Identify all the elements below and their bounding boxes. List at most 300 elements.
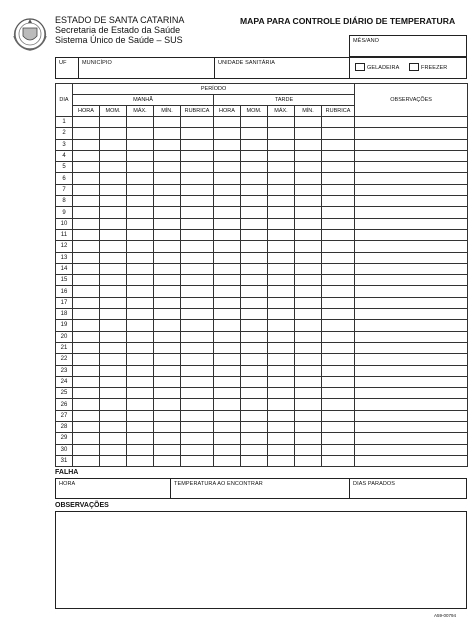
observation-cell[interactable] bbox=[355, 128, 468, 139]
entry-cell[interactable] bbox=[295, 376, 322, 387]
entry-cell[interactable] bbox=[100, 128, 127, 139]
entry-cell[interactable] bbox=[100, 422, 127, 433]
entry-cell[interactable] bbox=[322, 388, 355, 399]
entry-cell[interactable] bbox=[214, 433, 241, 444]
entry-cell[interactable] bbox=[268, 241, 295, 252]
entry-cell[interactable] bbox=[214, 365, 241, 376]
entry-cell[interactable] bbox=[268, 388, 295, 399]
entry-cell[interactable] bbox=[322, 309, 355, 320]
entry-cell[interactable] bbox=[181, 173, 214, 184]
entry-cell[interactable] bbox=[241, 399, 268, 410]
entry-cell[interactable] bbox=[214, 388, 241, 399]
entry-cell[interactable] bbox=[154, 128, 181, 139]
entry-cell[interactable] bbox=[295, 309, 322, 320]
observation-cell[interactable] bbox=[355, 252, 468, 263]
observation-cell[interactable] bbox=[355, 286, 468, 297]
entry-cell[interactable] bbox=[241, 139, 268, 150]
entry-cell[interactable] bbox=[127, 388, 154, 399]
entry-cell[interactable] bbox=[127, 444, 154, 455]
entry-cell[interactable] bbox=[295, 422, 322, 433]
entry-cell[interactable] bbox=[268, 229, 295, 240]
entry-cell[interactable] bbox=[73, 286, 100, 297]
entry-cell[interactable] bbox=[241, 184, 268, 195]
entry-cell[interactable] bbox=[214, 150, 241, 161]
entry-cell[interactable] bbox=[100, 342, 127, 353]
entry-cell[interactable] bbox=[241, 275, 268, 286]
entry-cell[interactable] bbox=[241, 331, 268, 342]
entry-cell[interactable] bbox=[322, 184, 355, 195]
entry-cell[interactable] bbox=[241, 422, 268, 433]
entry-cell[interactable] bbox=[127, 410, 154, 421]
entry-cell[interactable] bbox=[154, 410, 181, 421]
entry-cell[interactable] bbox=[181, 263, 214, 274]
entry-cell[interactable] bbox=[268, 320, 295, 331]
entry-cell[interactable] bbox=[322, 455, 355, 466]
entry-cell[interactable] bbox=[322, 263, 355, 274]
entry-cell[interactable] bbox=[214, 297, 241, 308]
entry-cell[interactable] bbox=[268, 173, 295, 184]
entry-cell[interactable] bbox=[127, 376, 154, 387]
entry-cell[interactable] bbox=[73, 365, 100, 376]
entry-cell[interactable] bbox=[268, 139, 295, 150]
entry-cell[interactable] bbox=[181, 150, 214, 161]
entry-cell[interactable] bbox=[268, 376, 295, 387]
entry-cell[interactable] bbox=[322, 128, 355, 139]
entry-cell[interactable] bbox=[295, 388, 322, 399]
entry-cell[interactable] bbox=[181, 331, 214, 342]
entry-cell[interactable] bbox=[73, 173, 100, 184]
entry-cell[interactable] bbox=[73, 128, 100, 139]
freezer-checkbox[interactable] bbox=[409, 63, 419, 71]
entry-cell[interactable] bbox=[127, 320, 154, 331]
entry-cell[interactable] bbox=[181, 162, 214, 173]
entry-cell[interactable] bbox=[100, 196, 127, 207]
entry-cell[interactable] bbox=[241, 196, 268, 207]
entry-cell[interactable] bbox=[322, 297, 355, 308]
entry-cell[interactable] bbox=[181, 354, 214, 365]
observation-cell[interactable] bbox=[355, 117, 468, 128]
entry-cell[interactable] bbox=[295, 117, 322, 128]
entry-cell[interactable] bbox=[154, 399, 181, 410]
entry-cell[interactable] bbox=[181, 196, 214, 207]
observation-cell[interactable] bbox=[355, 444, 468, 455]
entry-cell[interactable] bbox=[268, 128, 295, 139]
entry-cell[interactable] bbox=[127, 196, 154, 207]
entry-cell[interactable] bbox=[73, 297, 100, 308]
entry-cell[interactable] bbox=[73, 388, 100, 399]
entry-cell[interactable] bbox=[181, 365, 214, 376]
entry-cell[interactable] bbox=[127, 286, 154, 297]
entry-cell[interactable] bbox=[241, 376, 268, 387]
entry-cell[interactable] bbox=[181, 342, 214, 353]
entry-cell[interactable] bbox=[268, 184, 295, 195]
entry-cell[interactable] bbox=[154, 286, 181, 297]
entry-cell[interactable] bbox=[214, 117, 241, 128]
observation-cell[interactable] bbox=[355, 331, 468, 342]
entry-cell[interactable] bbox=[181, 218, 214, 229]
entry-cell[interactable] bbox=[181, 241, 214, 252]
entry-cell[interactable] bbox=[73, 410, 100, 421]
entry-cell[interactable] bbox=[100, 399, 127, 410]
entry-cell[interactable] bbox=[241, 173, 268, 184]
entry-cell[interactable] bbox=[73, 342, 100, 353]
entry-cell[interactable] bbox=[73, 139, 100, 150]
entry-cell[interactable] bbox=[154, 365, 181, 376]
entry-cell[interactable] bbox=[268, 422, 295, 433]
entry-cell[interactable] bbox=[241, 286, 268, 297]
entry-cell[interactable] bbox=[214, 376, 241, 387]
entry-cell[interactable] bbox=[100, 354, 127, 365]
entry-cell[interactable] bbox=[241, 263, 268, 274]
entry-cell[interactable] bbox=[295, 218, 322, 229]
entry-cell[interactable] bbox=[214, 241, 241, 252]
entry-cell[interactable] bbox=[241, 320, 268, 331]
entry-cell[interactable] bbox=[127, 297, 154, 308]
entry-cell[interactable] bbox=[322, 150, 355, 161]
entry-cell[interactable] bbox=[100, 241, 127, 252]
entry-cell[interactable] bbox=[127, 309, 154, 320]
entry-cell[interactable] bbox=[127, 184, 154, 195]
observation-cell[interactable] bbox=[355, 241, 468, 252]
entry-cell[interactable] bbox=[214, 354, 241, 365]
entry-cell[interactable] bbox=[127, 241, 154, 252]
entry-cell[interactable] bbox=[241, 444, 268, 455]
entry-cell[interactable] bbox=[181, 422, 214, 433]
entry-cell[interactable] bbox=[73, 184, 100, 195]
entry-cell[interactable] bbox=[100, 139, 127, 150]
entry-cell[interactable] bbox=[241, 207, 268, 218]
entry-cell[interactable] bbox=[268, 117, 295, 128]
entry-cell[interactable] bbox=[295, 173, 322, 184]
entry-cell[interactable] bbox=[241, 433, 268, 444]
entry-cell[interactable] bbox=[214, 196, 241, 207]
entry-cell[interactable] bbox=[127, 365, 154, 376]
entry-cell[interactable] bbox=[100, 433, 127, 444]
entry-cell[interactable] bbox=[214, 422, 241, 433]
entry-cell[interactable] bbox=[154, 388, 181, 399]
entry-cell[interactable] bbox=[154, 354, 181, 365]
observation-cell[interactable] bbox=[355, 376, 468, 387]
entry-cell[interactable] bbox=[268, 162, 295, 173]
entry-cell[interactable] bbox=[295, 399, 322, 410]
observation-cell[interactable] bbox=[355, 365, 468, 376]
entry-cell[interactable] bbox=[241, 455, 268, 466]
entry-cell[interactable] bbox=[214, 218, 241, 229]
entry-cell[interactable] bbox=[73, 229, 100, 240]
entry-cell[interactable] bbox=[100, 184, 127, 195]
entry-cell[interactable] bbox=[295, 263, 322, 274]
entry-cell[interactable] bbox=[241, 128, 268, 139]
entry-cell[interactable] bbox=[127, 173, 154, 184]
entry-cell[interactable] bbox=[214, 455, 241, 466]
entry-cell[interactable] bbox=[295, 342, 322, 353]
entry-cell[interactable] bbox=[214, 331, 241, 342]
entry-cell[interactable] bbox=[154, 422, 181, 433]
entry-cell[interactable] bbox=[73, 252, 100, 263]
entry-cell[interactable] bbox=[322, 173, 355, 184]
observation-cell[interactable] bbox=[355, 139, 468, 150]
entry-cell[interactable] bbox=[268, 342, 295, 353]
entry-cell[interactable] bbox=[295, 433, 322, 444]
entry-cell[interactable] bbox=[214, 184, 241, 195]
entry-cell[interactable] bbox=[100, 162, 127, 173]
entry-cell[interactable] bbox=[295, 241, 322, 252]
entry-cell[interactable] bbox=[154, 207, 181, 218]
observation-cell[interactable] bbox=[355, 275, 468, 286]
entry-cell[interactable] bbox=[241, 388, 268, 399]
observation-cell[interactable] bbox=[355, 433, 468, 444]
entry-cell[interactable] bbox=[127, 354, 154, 365]
entry-cell[interactable] bbox=[295, 139, 322, 150]
observation-cell[interactable] bbox=[355, 354, 468, 365]
entry-cell[interactable] bbox=[73, 320, 100, 331]
entry-cell[interactable] bbox=[73, 354, 100, 365]
entry-cell[interactable] bbox=[127, 128, 154, 139]
entry-cell[interactable] bbox=[322, 229, 355, 240]
entry-cell[interactable] bbox=[322, 399, 355, 410]
entry-cell[interactable] bbox=[268, 365, 295, 376]
entry-cell[interactable] bbox=[154, 297, 181, 308]
entry-cell[interactable] bbox=[295, 162, 322, 173]
entry-cell[interactable] bbox=[181, 297, 214, 308]
entry-cell[interactable] bbox=[127, 399, 154, 410]
observation-cell[interactable] bbox=[355, 150, 468, 161]
entry-cell[interactable] bbox=[73, 455, 100, 466]
entry-cell[interactable] bbox=[100, 218, 127, 229]
entry-cell[interactable] bbox=[100, 455, 127, 466]
entry-cell[interactable] bbox=[241, 150, 268, 161]
entry-cell[interactable] bbox=[154, 139, 181, 150]
entry-cell[interactable] bbox=[268, 410, 295, 421]
month-year-field[interactable] bbox=[349, 35, 467, 57]
entry-cell[interactable] bbox=[181, 399, 214, 410]
entry-cell[interactable] bbox=[100, 376, 127, 387]
entry-cell[interactable] bbox=[154, 444, 181, 455]
entry-cell[interactable] bbox=[214, 207, 241, 218]
entry-cell[interactable] bbox=[127, 422, 154, 433]
entry-cell[interactable] bbox=[100, 309, 127, 320]
entry-cell[interactable] bbox=[295, 297, 322, 308]
entry-cell[interactable] bbox=[268, 275, 295, 286]
entry-cell[interactable] bbox=[127, 275, 154, 286]
entry-cell[interactable] bbox=[214, 173, 241, 184]
entry-cell[interactable] bbox=[181, 320, 214, 331]
entry-cell[interactable] bbox=[100, 173, 127, 184]
entry-cell[interactable] bbox=[181, 410, 214, 421]
observation-cell[interactable] bbox=[355, 388, 468, 399]
entry-cell[interactable] bbox=[322, 207, 355, 218]
entry-cell[interactable] bbox=[295, 354, 322, 365]
entry-cell[interactable] bbox=[154, 162, 181, 173]
observation-cell[interactable] bbox=[355, 297, 468, 308]
entry-cell[interactable] bbox=[100, 207, 127, 218]
entry-cell[interactable] bbox=[322, 139, 355, 150]
entry-cell[interactable] bbox=[322, 320, 355, 331]
entry-cell[interactable] bbox=[241, 297, 268, 308]
entry-cell[interactable] bbox=[295, 128, 322, 139]
entry-cell[interactable] bbox=[154, 275, 181, 286]
entry-cell[interactable] bbox=[100, 320, 127, 331]
observation-cell[interactable] bbox=[355, 399, 468, 410]
entry-cell[interactable] bbox=[100, 229, 127, 240]
entry-cell[interactable] bbox=[295, 444, 322, 455]
entry-cell[interactable] bbox=[127, 139, 154, 150]
entry-cell[interactable] bbox=[295, 196, 322, 207]
entry-cell[interactable] bbox=[100, 331, 127, 342]
entry-cell[interactable] bbox=[214, 229, 241, 240]
entry-cell[interactable] bbox=[268, 309, 295, 320]
entry-cell[interactable] bbox=[322, 410, 355, 421]
entry-cell[interactable] bbox=[295, 229, 322, 240]
observations-field[interactable] bbox=[55, 511, 467, 609]
entry-cell[interactable] bbox=[73, 162, 100, 173]
entry-cell[interactable] bbox=[181, 376, 214, 387]
entry-cell[interactable] bbox=[127, 117, 154, 128]
entry-cell[interactable] bbox=[295, 331, 322, 342]
entry-cell[interactable] bbox=[154, 229, 181, 240]
observation-cell[interactable] bbox=[355, 342, 468, 353]
entry-cell[interactable] bbox=[154, 455, 181, 466]
entry-cell[interactable] bbox=[241, 241, 268, 252]
entry-cell[interactable] bbox=[181, 455, 214, 466]
entry-cell[interactable] bbox=[73, 309, 100, 320]
entry-cell[interactable] bbox=[100, 117, 127, 128]
entry-cell[interactable] bbox=[295, 410, 322, 421]
entry-cell[interactable] bbox=[214, 399, 241, 410]
entry-cell[interactable] bbox=[127, 162, 154, 173]
entry-cell[interactable] bbox=[181, 252, 214, 263]
entry-cell[interactable] bbox=[127, 263, 154, 274]
entry-cell[interactable] bbox=[154, 196, 181, 207]
entry-cell[interactable] bbox=[181, 117, 214, 128]
entry-cell[interactable] bbox=[127, 218, 154, 229]
entry-cell[interactable] bbox=[241, 309, 268, 320]
entry-cell[interactable] bbox=[295, 184, 322, 195]
entry-cell[interactable] bbox=[73, 150, 100, 161]
entry-cell[interactable] bbox=[268, 331, 295, 342]
entry-cell[interactable] bbox=[322, 354, 355, 365]
observation-cell[interactable] bbox=[355, 410, 468, 421]
entry-cell[interactable] bbox=[154, 342, 181, 353]
entry-cell[interactable] bbox=[154, 263, 181, 274]
entry-cell[interactable] bbox=[214, 139, 241, 150]
entry-cell[interactable] bbox=[268, 196, 295, 207]
entry-cell[interactable] bbox=[214, 309, 241, 320]
entry-cell[interactable] bbox=[73, 444, 100, 455]
entry-cell[interactable] bbox=[268, 297, 295, 308]
entry-cell[interactable] bbox=[73, 275, 100, 286]
entry-cell[interactable] bbox=[100, 365, 127, 376]
entry-cell[interactable] bbox=[214, 286, 241, 297]
entry-cell[interactable] bbox=[295, 320, 322, 331]
entry-cell[interactable] bbox=[322, 422, 355, 433]
entry-cell[interactable] bbox=[268, 286, 295, 297]
entry-cell[interactable] bbox=[181, 207, 214, 218]
entry-cell[interactable] bbox=[268, 433, 295, 444]
entry-cell[interactable] bbox=[73, 218, 100, 229]
entry-cell[interactable] bbox=[181, 184, 214, 195]
entry-cell[interactable] bbox=[241, 252, 268, 263]
entry-cell[interactable] bbox=[100, 444, 127, 455]
entry-cell[interactable] bbox=[214, 410, 241, 421]
entry-cell[interactable] bbox=[322, 444, 355, 455]
entry-cell[interactable] bbox=[73, 117, 100, 128]
entry-cell[interactable] bbox=[214, 128, 241, 139]
observation-cell[interactable] bbox=[355, 422, 468, 433]
entry-cell[interactable] bbox=[268, 354, 295, 365]
fridge-checkbox[interactable] bbox=[355, 63, 365, 71]
entry-cell[interactable] bbox=[127, 207, 154, 218]
entry-cell[interactable] bbox=[73, 422, 100, 433]
entry-cell[interactable] bbox=[154, 173, 181, 184]
entry-cell[interactable] bbox=[154, 252, 181, 263]
observation-cell[interactable] bbox=[355, 455, 468, 466]
entry-cell[interactable] bbox=[154, 433, 181, 444]
entry-cell[interactable] bbox=[214, 342, 241, 353]
entry-cell[interactable] bbox=[295, 286, 322, 297]
entry-cell[interactable] bbox=[100, 252, 127, 263]
observation-cell[interactable] bbox=[355, 184, 468, 195]
entry-cell[interactable] bbox=[322, 196, 355, 207]
entry-cell[interactable] bbox=[127, 342, 154, 353]
entry-cell[interactable] bbox=[268, 444, 295, 455]
entry-cell[interactable] bbox=[100, 275, 127, 286]
entry-cell[interactable] bbox=[73, 241, 100, 252]
observation-cell[interactable] bbox=[355, 320, 468, 331]
entry-cell[interactable] bbox=[181, 286, 214, 297]
entry-cell[interactable] bbox=[127, 229, 154, 240]
entry-cell[interactable] bbox=[268, 218, 295, 229]
entry-cell[interactable] bbox=[100, 410, 127, 421]
entry-cell[interactable] bbox=[100, 388, 127, 399]
entry-cell[interactable] bbox=[127, 150, 154, 161]
entry-cell[interactable] bbox=[268, 455, 295, 466]
entry-cell[interactable] bbox=[154, 150, 181, 161]
entry-cell[interactable] bbox=[154, 117, 181, 128]
entry-cell[interactable] bbox=[322, 365, 355, 376]
entry-cell[interactable] bbox=[295, 365, 322, 376]
entry-cell[interactable] bbox=[322, 162, 355, 173]
entry-cell[interactable] bbox=[241, 218, 268, 229]
entry-cell[interactable] bbox=[322, 275, 355, 286]
observation-cell[interactable] bbox=[355, 173, 468, 184]
entry-cell[interactable] bbox=[322, 331, 355, 342]
entry-cell[interactable] bbox=[154, 331, 181, 342]
entry-cell[interactable] bbox=[241, 354, 268, 365]
entry-cell[interactable] bbox=[322, 286, 355, 297]
entry-cell[interactable] bbox=[127, 455, 154, 466]
entry-cell[interactable] bbox=[322, 376, 355, 387]
entry-cell[interactable] bbox=[268, 207, 295, 218]
entry-cell[interactable] bbox=[322, 342, 355, 353]
entry-cell[interactable] bbox=[241, 410, 268, 421]
entry-cell[interactable] bbox=[154, 184, 181, 195]
entry-cell[interactable] bbox=[214, 320, 241, 331]
entry-cell[interactable] bbox=[214, 275, 241, 286]
entry-cell[interactable] bbox=[100, 297, 127, 308]
entry-cell[interactable] bbox=[241, 229, 268, 240]
entry-cell[interactable] bbox=[73, 376, 100, 387]
entry-cell[interactable] bbox=[241, 117, 268, 128]
entry-cell[interactable] bbox=[214, 162, 241, 173]
entry-cell[interactable] bbox=[154, 218, 181, 229]
entry-cell[interactable] bbox=[214, 252, 241, 263]
entry-cell[interactable] bbox=[322, 241, 355, 252]
entry-cell[interactable] bbox=[214, 444, 241, 455]
entry-cell[interactable] bbox=[154, 241, 181, 252]
observation-cell[interactable] bbox=[355, 309, 468, 320]
entry-cell[interactable] bbox=[73, 207, 100, 218]
